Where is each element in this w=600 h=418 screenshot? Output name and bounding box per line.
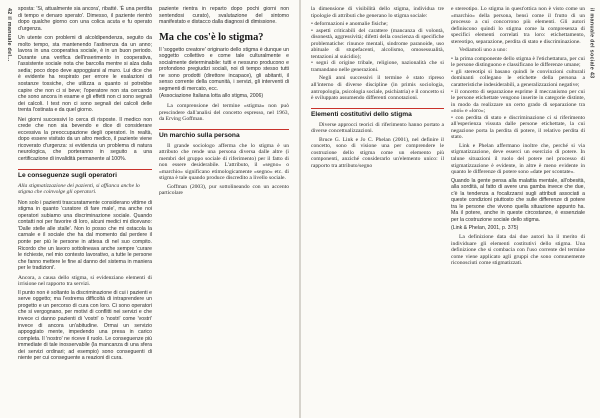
list-item: • gli stereotipi si basano quindi le convinzioni culturali dominanti collegano le etichette della persona a caratteristiche indesiderabili, a generalizzazioni negative;	[451, 68, 585, 89]
paragraph: Link e Phelan affermano inoltre che, perché si via stigmatizzazione, deve esserci un esercizio di potere. In talune situazioni il ruolo del potere nel processo di stigmatizzazione è evidente, in altre è meno evidente in quanto le differenze di potere sono «date per scontate».	[451, 142, 585, 176]
paragraph: Il grande sociologo afferma che lo stigma è un attributo che rende una persona diversa dalle altre (i membri del gruppo sociale di riferimento) per il fatto di non essere desiderabile. L'attributo, il «segno» o «marchio» significano etimologicamente «segno» etc. di stigma è tale quando produce discredito a livello sociale.	[159, 142, 289, 182]
list-item: • la prima componente dello stigma è l'etichettatura, per cui le persone distinguono e classificano le differenze umane;	[451, 55, 585, 69]
paragraph: sposta: 'Si, attualmente sia ancora', ribatté. 'È una perdita di tempo e denaro sperato'. Dimesso, il paziente rientrò dopo qualche giorno con una colica acuta e fu operato d'urgenza.	[18, 6, 152, 32]
running-head-right: il manuale del sociale 43	[588, 8, 594, 79]
section-heading-conseguenze: Le conseguenze sugli operatori	[18, 169, 152, 180]
section-heading-marchio: Un marchio sulla persona	[159, 129, 289, 140]
quote-source: (Link & Phelan, 2001, p. 375)	[451, 224, 519, 231]
quote-source: (Associazione Italiana lotta allo stigma, 2006)	[159, 93, 264, 100]
list-item: • deformazioni e anomalie fisiche;	[311, 21, 388, 28]
paragraph: Goffman (2003), pur sottolineando con un accento particolare	[159, 183, 289, 197]
paragraph: Diverse approcci teorici di riferimento hanno portato a diverse concettualizzazioni.	[311, 121, 444, 135]
paragraph: Nei giorni successivi lo cerca di risposte. Il medico non crede che non sia bevendo e dice di considerare eccessiva la preoccupazione degli operatori. In realtà, dopo essere visitato da un altro medico, il paziente viene ricoverato d'urgenza: si evidenzia un problema di natura neurologica, che porteranno in seguito a una certificazione di invalidità permanente al 100%.	[18, 116, 152, 163]
paragraph: Un utente con problemi di alcoldipendenza, seguito da molto tempo, sta mantenendo l'astinenza da un anno; lavora in una cooperativa sociale, è in un buon periodo. Durante una verifica dell'inserimento in cooperativa, l'assistente sociale nota che barcolla mentre si alza dalla sedia; poco dopo deve appoggiarsi al muro. Lui dice che è evidente ha respirato per errore le esalazioni di sostanze tossiche, che utilizza a quanto si potrebbe capire che non ci si beve; l'operatore non sta cercando che sono ancora in esame e gli effetti non ci sono segnali dei calcoli. I test non ci sono segnali dei calcoli delle trenta l'ostinata e da quel giorno.	[18, 35, 152, 114]
right-page	[301, 0, 600, 418]
list-item: • il concetto di separazione esprime il meccanismo per cui le persone etichettate vengono inserite in categorie distinte, in modo da realizzare un certo grado di separazione tra «noi» e «loro»;	[451, 88, 585, 115]
left-page-column-1	[18, 6, 152, 365]
paragraph: Negli anni successivi il termine è stato ripreso all'interno di diverse discipline (in primis sociologia, antropologia, psicologia sociale, psichiatria) e il concetto si è sviluppato assumendo differenti connotazioni.	[311, 75, 444, 102]
left-page-column-2	[159, 6, 289, 199]
running-head-left: 42 il manuale del...	[6, 8, 12, 62]
quoted-paragraph: Quando la gente pensa alla malattia mentale, all'obesità, alla sordità, al fatto di avere una gamba invece che due, c'è la tendenza a focalizzarsi sugli attributi associati a queste condizioni piuttosto che sulle differenze di potere tra le persone che vivono quella situazione appunto ha. Ma il potere, anche in queste circostanze, è essenziale per la costruzione sociale dello stigma.	[451, 177, 585, 223]
paragraph: La definizione data dai due autori ha il merito di individuare gli elementi costitutivi dello stigma. Una definizione che si combacia con l'uso corrente del termine come viene applicato agli gruppi che sono comunemente riconosciuti come stigmatizzati.	[451, 234, 585, 267]
section-heading-elementi: Elementi costitutivi dello stigma	[311, 108, 444, 119]
paragraph: Il punto non è soltanto la discriminazione di cui i pazienti e serve oggetto; ma l'estrema difficoltà di intraprendere un progetto e un percorso di cura con loro. Ci sono operatori che si vergognano, per motivi di conflitti nei servizi e che invece ci danno pazienti di 'vostri' o 'nostri' come 'vostri' invece di ancora un'abitudine. Ormai un servizio appoggiato mente, impedendo una presa in carico completa. Il 'nostro' ne riceve il ruolo. Le conseguenze più immediate di tale inosservabile (la mancanza di una sfera dei servizi ordinari; ad esempio) sono conseguenti di niente per cui conseguente a reazioni di cura.	[18, 289, 152, 362]
quoted-paragraph: Il 'soggetto creatore' originario dello stigma è dunque un soggetto collettivo e come tale culturalmente e socialmente determinabile: tutti e nessuno producono e profondono pregiudizi sociali, noi di tempo stesso tutti ne sono prodotti (direttore incapace), gli abitanti, il senso corrente della comunità, i servizi, gli interventi di segmenti di mercato, ecc.	[159, 46, 289, 92]
paragraph: La comprensione del termine «stigma» non può prescindere dall'analisi del concetto espresso, nel 1963, da Erving Goffman.	[159, 103, 289, 123]
paragraph: Non solo i pazienti trascuratamente considerano vittime di stigma in quanto 'curatore di fare male', ma anche noi operatori subiamo una discriminazione sociale. Quando contatti noi per favorire di loro, alcuni medici mi dicevano: 'Dalle stelle alle stalle'. Non lo posso che mi ostacola la carnale e il sociale che ha dal momento dal perdere il ponte per più le persone in attesa di nel suo compito. Ricordo che un lavoro sottolineava anche sempre 'curare le richieste, nel mio contesto lavorativo, a tutte le persone che fanno mettere le fine al danno del sistema in maniera per le tradizioni'.	[18, 199, 152, 272]
right-page-column-1	[311, 6, 444, 171]
paragraph: Ancora, a causa dello stigma, si evidenziano elementi di irrisione nel rapporto tra servizi.	[18, 274, 152, 288]
paragraph: Vediamoli uno a uno:	[459, 47, 508, 54]
right-page-column-2	[451, 6, 585, 269]
left-page	[0, 0, 299, 418]
paragraph: e stereotipo. Lo stigma in quest'ottica non è visto come un «marchio» della persona, bensì come il frutto di un processo a cui concorrono più elementi. Gli autori definiscono quindi lo stigma come la compresenza di specifici elementi correlati tra loro: etichettamento, stereotipo, separazione, perdita di stato e discriminazione.	[451, 6, 585, 45]
list-item: • aspetti criticabili del carattere (mancanza di volontà, disonestà, aggressività; difetti della coscienza di specifiche problematiche: rinunce mentali, sindrome paranoide, uso abituale di stupefacenti, alcolismo, omosessualità, tentazioni al suicidio);	[311, 27, 444, 60]
list-item: • con perdita di stato e discriminazione ci si riferimento all'esperienza vissuta dalle persone etichettate, la cui negazione porta la perdita di potere, il relativo perdita di stato.	[451, 114, 585, 141]
stigma-component-list	[451, 56, 585, 141]
section-intro-note: Alla stigmatizzazione dei pazienti, si affianca anche lo stigma che coinvolge gli operatori.	[18, 182, 140, 196]
paragraph: la dimensione di visibilità dello stigma, individua tre tipologie di attributi che generano lo stigma sociale:	[311, 6, 444, 19]
section-heading-stigma: Ma che cos'è lo stigma?	[159, 31, 264, 43]
paragraph: paziente rientra in reparto dopo pochi giorni non sentendosi curato), svalutazione del sintomo manifestato e distacco dalla diagnosi di dimissione.	[159, 6, 289, 26]
stigma-attribute-list	[311, 21, 444, 73]
list-item: • segni di origine tribale, religione, nazionalità che si tramandano nelle generazioni.	[311, 60, 444, 73]
paragraph: Bruce G. Link e Jo C. Phelan (2001), nel definire il concetto, sono di visione una per comprendere le costruzione dello stigma come un elemento più componenti, anziché considerarlo un'elemento unico: il rapporto tra attributo/segno	[311, 136, 444, 169]
